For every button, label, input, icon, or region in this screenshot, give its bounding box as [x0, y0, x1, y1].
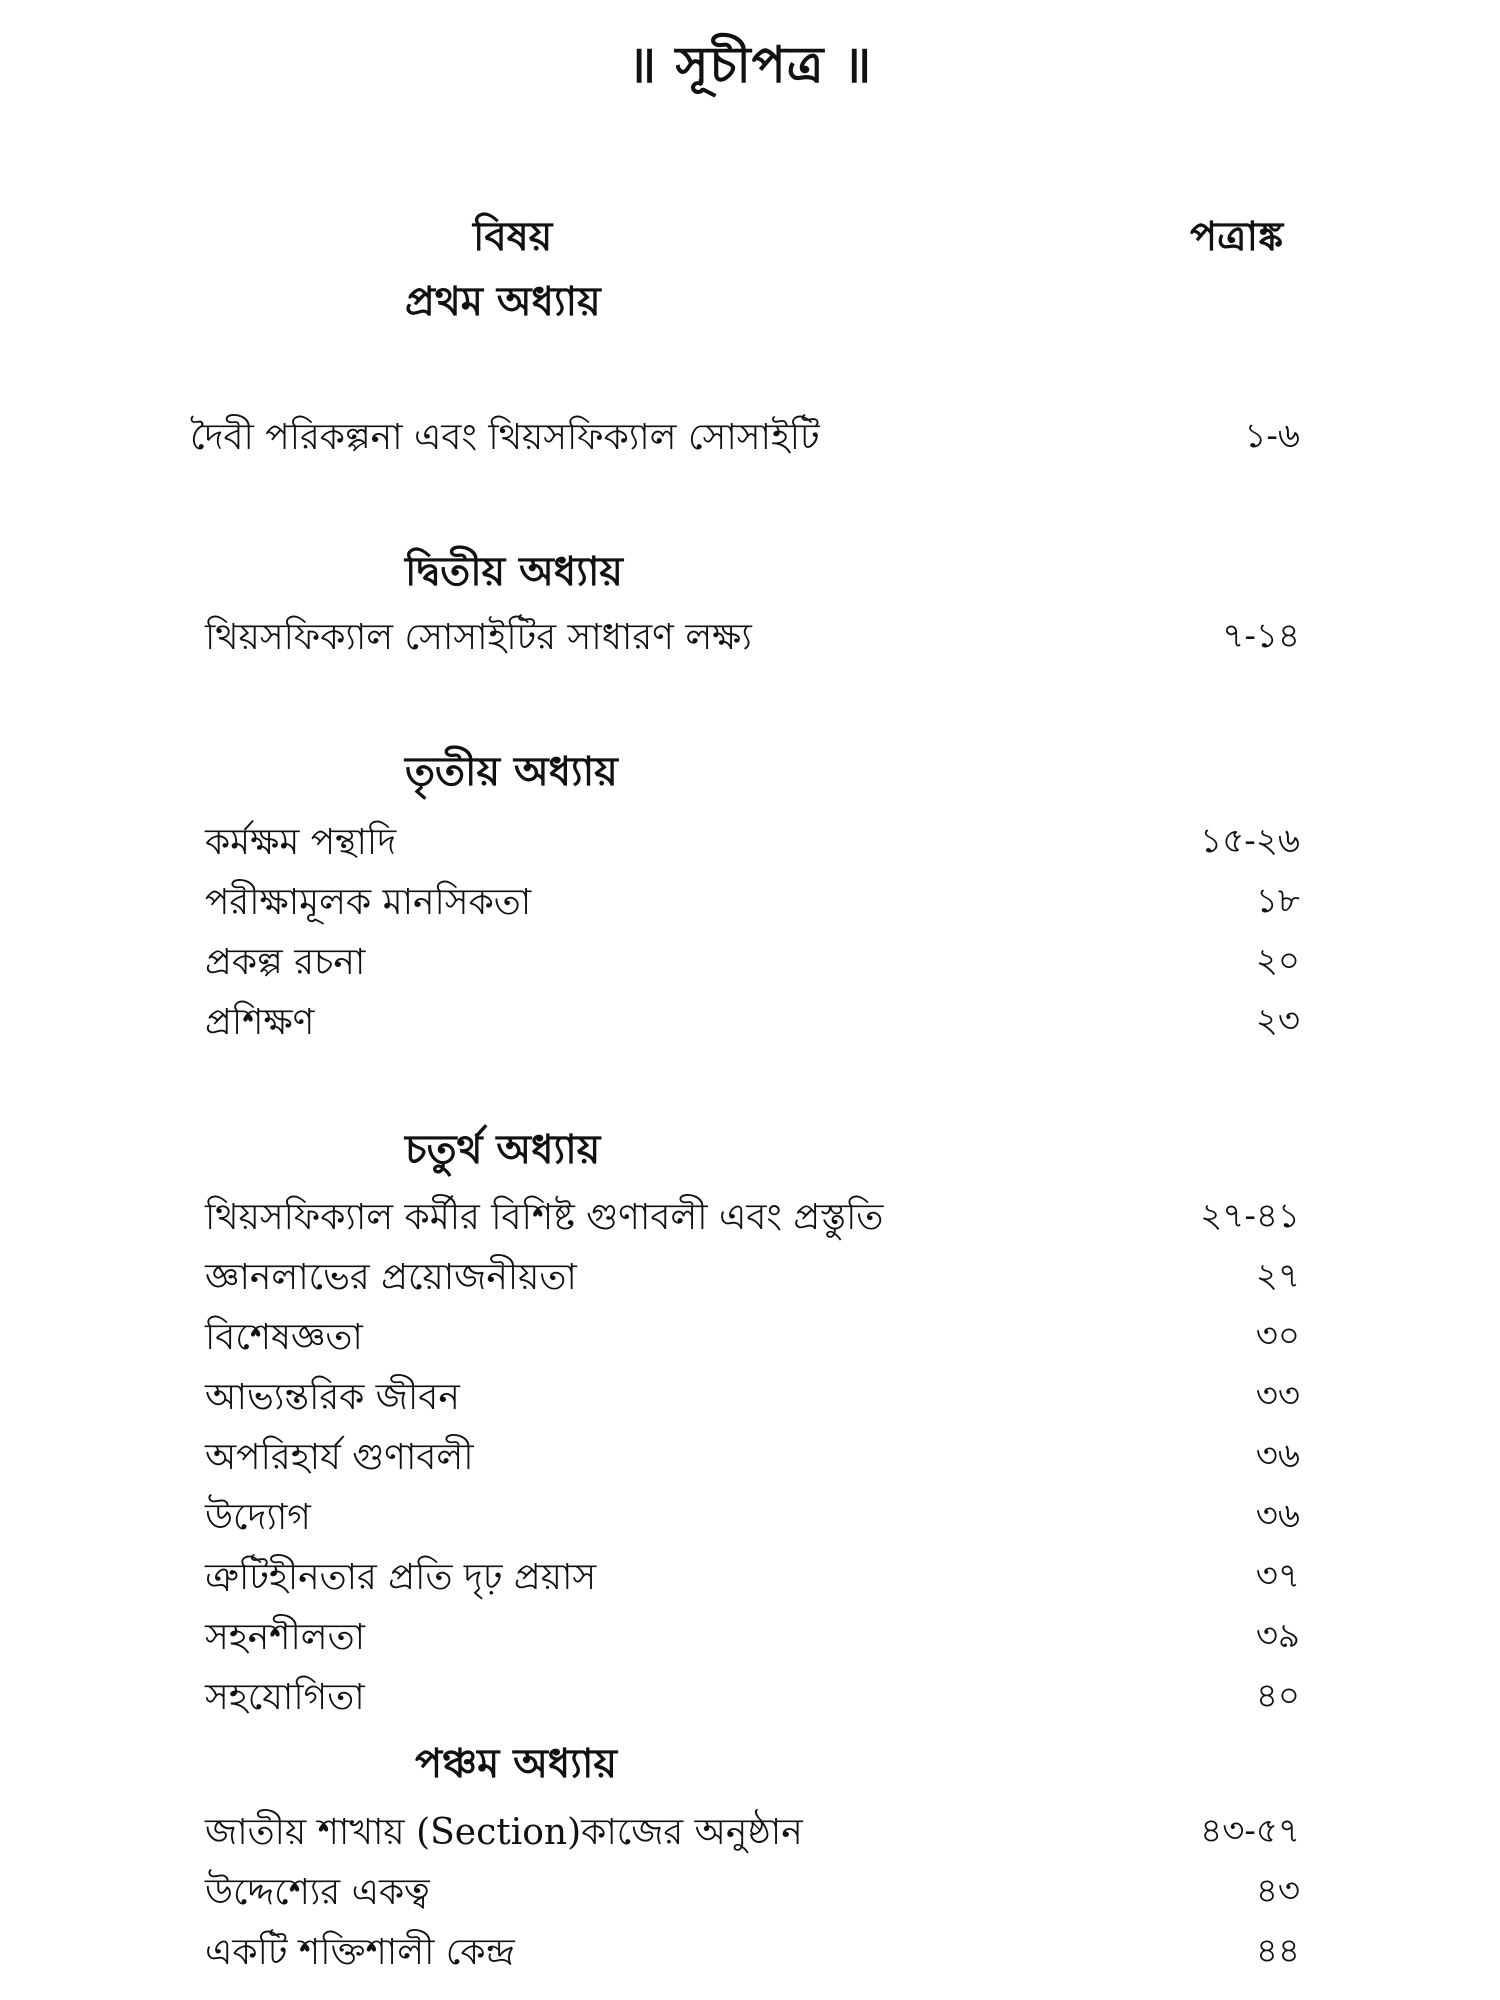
toc-entry: আভ্যন্তরিক জীবন [205, 1377, 460, 1418]
toc-page-number: ৪৪ [1255, 1931, 1300, 1971]
chapter-heading: তৃতীয় অধ্যায় [405, 748, 618, 795]
toc-entry: একটি শক্তিশালী কেন্দ্র [205, 1932, 515, 1973]
toc-entry: সহনশীলতা [205, 1617, 366, 1658]
toc-entry: পরীক্ষামূলক মানসিকতা [205, 882, 532, 923]
chapter-heading: চতুর্থ অধ্যায় [405, 1126, 601, 1173]
toc-entry: জ্ঞানলাভের প্রয়োজনীয়তা [205, 1257, 577, 1298]
toc-page-number: ২০ [1255, 941, 1300, 981]
toc-entry: থিয়সফিক্যাল সোসাইটির সাধারণ লক্ষ্য [205, 617, 752, 658]
toc-entry: উদ্যোগ [205, 1497, 311, 1538]
toc-entry: থিয়সফিক্যাল কর্মীর বিশিষ্ট গুণাবলী এবং প্রস্তুতি [205, 1197, 884, 1238]
toc-page-number: ২৩ [1255, 1001, 1300, 1041]
toc-page-number: ২৭ [1255, 1256, 1300, 1296]
toc-entry: প্রকল্প রচনা [205, 942, 366, 983]
toc-entry: জাতীয় শাখায় (Section)কাজের অনুষ্ঠান [205, 1812, 803, 1853]
chapter-heading: প্রথম অধ্যায় [405, 278, 601, 325]
toc-entry: বিশেষজ্ঞতা [205, 1317, 363, 1358]
toc-entry: সহযোগিতা [205, 1677, 365, 1718]
chapter-heading: দ্বিতীয় অধ্যায় [405, 548, 623, 595]
toc-page-number: ১৮ [1255, 881, 1300, 921]
subject-column-header: বিষয় [473, 213, 553, 260]
toc-page-number: ৪৩ [1255, 1871, 1300, 1911]
toc-page-number: ৩৩ [1255, 1376, 1300, 1416]
page-title: ॥ সূচীপত্র ॥ [627, 35, 873, 94]
toc-page-number: ১-৬ [1244, 416, 1300, 456]
toc-page-number: ৪০ [1255, 1676, 1300, 1716]
toc-page-number: ১৫-২৬ [1200, 821, 1300, 861]
toc-page-number: ২৭-৪১ [1200, 1196, 1300, 1236]
toc-entry: ত্রুটিহীনতার প্রতি দৃঢ় প্রয়াস [205, 1557, 597, 1598]
toc-page-number: ৩৭ [1255, 1556, 1300, 1596]
toc-entry: দৈবী পরিকল্পনা এবং থিয়সফিক্যাল সোসাইটি [190, 417, 820, 458]
page-column-header: পত্রাঙ্ক [1190, 213, 1284, 260]
toc-entry: অপরিহার্য গুণাবলী [205, 1437, 474, 1478]
toc-page-number: ৩৬ [1255, 1436, 1300, 1476]
toc-entry: উদ্দেশ্যের একত্ব [205, 1872, 430, 1913]
toc-entry: কর্মক্ষম পন্থাদি [205, 822, 397, 863]
toc-entry: প্রশিক্ষণ [205, 1002, 315, 1043]
toc-page-number: ৩০ [1255, 1316, 1300, 1356]
toc-page-number: ৪৩-৫৭ [1200, 1811, 1300, 1851]
toc-page-number: ৩৬ [1255, 1496, 1300, 1536]
toc-page-number: ৭-১৪ [1222, 616, 1300, 656]
chapter-heading: পঞ্চম অধ্যায় [415, 1740, 618, 1787]
toc-page-number: ৩৯ [1255, 1616, 1300, 1656]
